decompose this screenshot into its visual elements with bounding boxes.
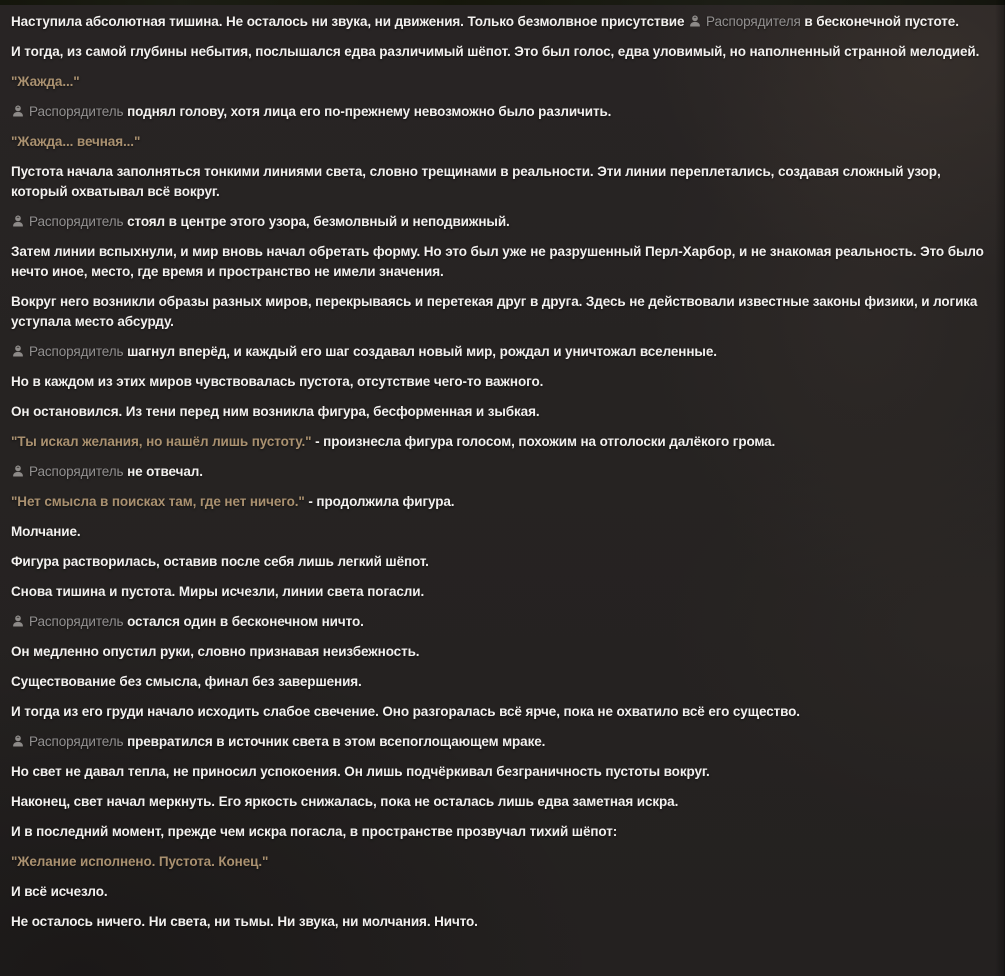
person-bust-icon <box>688 14 702 28</box>
narration-text: Затем линии вспыхнули, и мир вновь начал обретать форму. Но это был уже не разрушенный Перл-Харбор, и не знакомая реальность. Это было нечто иное, место, где время и пространство не имели значения. <box>11 244 984 279</box>
narration-text: Он медленно опустил руки, словно признавая неизбежность. <box>11 644 420 659</box>
narration-text: - произнесла фигура голосом, похожим на отголоски далёкого грома. <box>311 434 776 449</box>
story-paragraph <box>11 762 990 782</box>
narration-text: И тогда из его груди начало исходить слабое свечение. Оно разгоралась всё ярче, пока не охватило всё его существо. <box>11 704 800 719</box>
narration-text: Он остановился. Из тени перед ним возникла фигура, бесформенная и зыбкая. <box>11 404 540 419</box>
person-bust-icon <box>11 344 25 358</box>
story-paragraph <box>11 402 990 422</box>
story-paragraph <box>11 642 990 662</box>
story-paragraph <box>11 612 990 632</box>
story-paragraph <box>11 882 990 902</box>
narration-text: И всё исчезло. <box>11 884 108 899</box>
person-bust-icon <box>11 214 25 228</box>
narration-text: Наступила абсолютная тишина. Не осталось ни звука, ни движения. Только безмолвное присутствие <box>11 14 688 29</box>
narration-text: Молчание. <box>11 524 81 539</box>
story-paragraph <box>11 242 990 282</box>
story-paragraph <box>11 492 990 512</box>
story-paragraph <box>11 852 990 872</box>
character-mention[interactable] <box>11 344 123 359</box>
quote-text: "Жажда... вечная..." <box>11 134 141 149</box>
story-paragraph <box>11 432 990 452</box>
story-paragraph <box>11 582 990 602</box>
story-paragraph <box>11 342 990 362</box>
person-bust-icon <box>11 614 25 628</box>
narration-text: остался один в бесконечном ничто. <box>123 614 364 629</box>
narration-text: - продолжила фигура. <box>304 494 455 509</box>
character-mention[interactable] <box>11 614 123 629</box>
narration-text: превратился в источник света в этом всепоглощающем мраке. <box>123 734 546 749</box>
character-mention[interactable] <box>688 14 801 29</box>
person-bust-icon <box>11 734 25 748</box>
character-name: Распорядитель <box>29 734 124 749</box>
person-bust-icon <box>11 464 25 478</box>
narration-text: Снова тишина и пустота. Миры исчезли, линии света погасли. <box>11 584 425 599</box>
character-name: Распорядитель <box>29 614 124 629</box>
narration-text: Но свет не давал тепла, не приносил успокоения. Он лишь подчёркивал безграничность пустоты вокруг. <box>11 764 710 779</box>
story-paragraph <box>11 132 990 152</box>
narration-text: шагнул вперёд, и каждый его шаг создавал новый мир, рождал и уничтожал вселенные. <box>123 344 717 359</box>
narration-text: поднял голову, хотя лица его по-прежнему невозможно было различить. <box>123 104 612 119</box>
narration-text: Существование без смысла, финал без завершения. <box>11 674 362 689</box>
narration-text: Фигура растворилась, оставив после себя лишь легкий шёпот. <box>11 554 429 569</box>
story-paragraph <box>11 292 990 332</box>
quote-text: "Жажда..." <box>11 74 80 89</box>
character-mention[interactable] <box>11 734 123 749</box>
narration-text: Вокруг него возникли образы разных миров, перекрываясь и перетекая друг в друга. Здесь не действовали известные законы физики, и логика уступала место абсурду. <box>11 294 978 329</box>
story-paragraph <box>11 522 990 542</box>
story-paragraph <box>11 42 990 62</box>
narration-text: Наконец, свет начал меркнуть. Его яркость снижалась, пока не осталась лишь едва заметная искра. <box>11 794 679 809</box>
character-mention[interactable] <box>11 214 123 229</box>
character-name: Распорядителя <box>706 14 801 29</box>
narration-text: в бесконечной пустоте. <box>800 14 959 29</box>
story-paragraph <box>11 702 990 722</box>
story-paragraph <box>11 462 990 482</box>
story-paragraph <box>11 212 990 232</box>
narration-text: не отвечал. <box>123 464 203 479</box>
character-name: Распорядитель <box>29 344 124 359</box>
quote-text: "Ты искал желания, но нашёл лишь пустоту." <box>11 434 312 449</box>
narration-text: И тогда, из самой глубины небытия, послышался едва различимый шёпот. Это был голос, едва уловимый, но наполненный странной мелодией. <box>11 44 980 59</box>
character-name: Распорядитель <box>29 464 124 479</box>
character-name: Распорядитель <box>29 104 124 119</box>
character-mention[interactable] <box>11 104 123 119</box>
person-bust-icon <box>11 104 25 118</box>
story-paragraph <box>11 12 990 32</box>
story-paragraph <box>11 732 990 752</box>
narration-text: стоял в центре этого узора, безмолвный и неподвижный. <box>123 214 510 229</box>
story-paragraph <box>11 102 990 122</box>
story-paragraph <box>11 552 990 572</box>
story-paragraph <box>11 672 990 692</box>
quote-text: "Нет смысла в поисках там, где нет ничего." <box>11 494 305 509</box>
story-paragraph <box>11 792 990 812</box>
story-paragraph <box>11 372 990 392</box>
story-paragraph <box>11 162 990 202</box>
story-paragraph <box>11 822 990 842</box>
quote-text: "Желание исполнено. Пустота. Конец." <box>11 854 269 869</box>
character-name: Распорядитель <box>29 214 124 229</box>
narration-text: Пустота начала заполняться тонкими линиями света, словно трещинами в реальности. Эти линии переплетались, создавая сложный узор, который охватывал всё вокруг. <box>11 164 941 199</box>
narration-text: Но в каждом из этих миров чувствовалась пустота, отсутствие чего-то важного. <box>11 374 544 389</box>
story-paragraph <box>11 72 990 92</box>
narration-text: Не осталось ничего. Ни света, ни тьмы. Ни звука, ни молчания. Ничто. <box>11 914 478 929</box>
story-paragraph <box>11 912 990 932</box>
narration-text: И в последний момент, прежде чем искра погасла, в пространстве прозвучал тихий шёпот: <box>11 824 618 839</box>
character-mention[interactable] <box>11 464 123 479</box>
